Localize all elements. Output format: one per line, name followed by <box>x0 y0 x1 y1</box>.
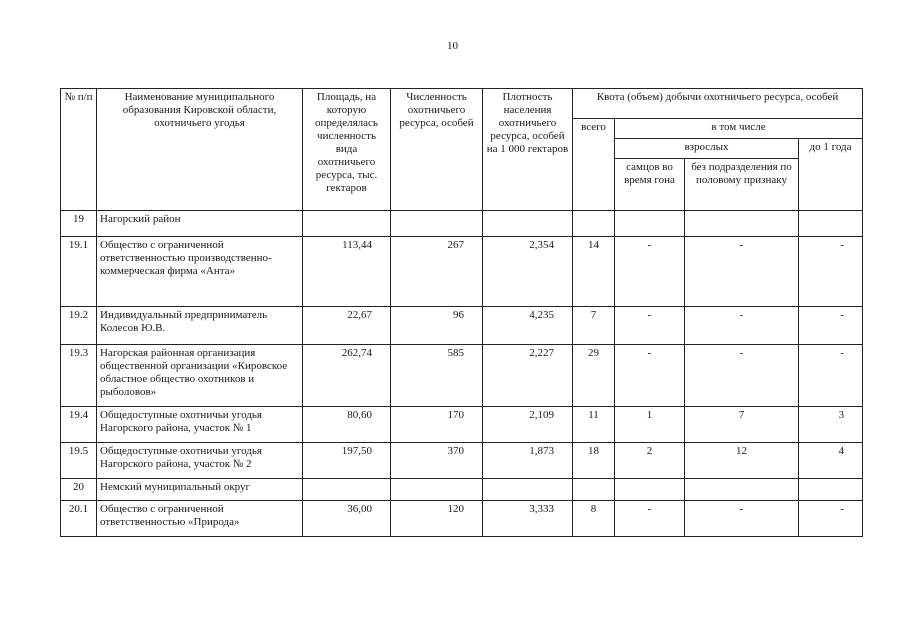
row-nosex: - <box>685 345 799 407</box>
row-total: 14 <box>573 237 615 307</box>
row-males: 2 <box>615 443 685 479</box>
row-nosex: - <box>685 237 799 307</box>
row-males: - <box>615 307 685 345</box>
row-population: 96 <box>391 307 483 345</box>
table-body <box>61 211 863 537</box>
row-num: 19.2 <box>61 307 97 345</box>
header-total: всего <box>573 119 615 211</box>
table-row <box>61 237 863 307</box>
row-total: 11 <box>573 407 615 443</box>
table-section-row <box>61 211 863 237</box>
row-area: 80,60 <box>303 407 391 443</box>
table-row <box>61 407 863 443</box>
row-density: 4,235 <box>483 307 573 345</box>
row-population <box>391 479 483 501</box>
row-density: 2,354 <box>483 237 573 307</box>
row-nosex <box>685 211 799 237</box>
table-row <box>61 443 863 479</box>
row-area <box>303 479 391 501</box>
row-name: Общедоступные охотничьи угодья Нагорского района, участок № 2 <box>97 443 303 479</box>
row-population: 120 <box>391 501 483 537</box>
row-population: 370 <box>391 443 483 479</box>
table-row <box>61 345 863 407</box>
row-nosex: 7 <box>685 407 799 443</box>
row-density <box>483 479 573 501</box>
row-area: 22,67 <box>303 307 391 345</box>
row-name: Немский муниципальный округ <box>97 479 303 501</box>
row-total <box>573 479 615 501</box>
row-name: Общество с ограниченной ответственностью производственно-коммерческая фирма «Анта» <box>97 237 303 307</box>
row-area: 262,74 <box>303 345 391 407</box>
row-name: Нагорская районная организация общественной организации «Кировское областное общество охотников и рыболовов» <box>97 345 303 407</box>
row-num: 19.1 <box>61 237 97 307</box>
row-males: - <box>615 237 685 307</box>
row-total: 18 <box>573 443 615 479</box>
row-area <box>303 211 391 237</box>
row-name: Индивидуальный предприниматель Колесов Ю.В. <box>97 307 303 345</box>
row-area: 197,50 <box>303 443 391 479</box>
header-nosex: без подразделения по половому признаку <box>685 159 799 211</box>
row-population: 267 <box>391 237 483 307</box>
row-nosex: - <box>685 501 799 537</box>
row-under1: 3 <box>799 407 863 443</box>
row-population: 585 <box>391 345 483 407</box>
header-quota: Квота (объем) добычи охотничьего ресурса, особей <box>573 89 863 119</box>
row-num: 19 <box>61 211 97 237</box>
row-under1 <box>799 211 863 237</box>
row-num: 20 <box>61 479 97 501</box>
header-males: самцов во время гона <box>615 159 685 211</box>
row-name: Общедоступные охотничьи угодья Нагорского района, участок № 1 <box>97 407 303 443</box>
row-nosex <box>685 479 799 501</box>
row-under1: - <box>799 307 863 345</box>
row-num: 19.5 <box>61 443 97 479</box>
row-males <box>615 211 685 237</box>
header-area: Площадь, на которую определялась численность вида охотничьего ресурса, тыс. гектаров <box>303 89 391 211</box>
table-row <box>61 501 863 537</box>
row-males: - <box>615 345 685 407</box>
row-total: 7 <box>573 307 615 345</box>
header-population: Численность охотничьего ресурса, особей <box>391 89 483 211</box>
row-males <box>615 479 685 501</box>
row-num: 19.3 <box>61 345 97 407</box>
header-adults: взрослых <box>615 139 799 159</box>
table-section-row <box>61 479 863 501</box>
row-density: 3,333 <box>483 501 573 537</box>
row-under1: - <box>799 237 863 307</box>
row-name: Общество с ограниченной ответственностью «Природа» <box>97 501 303 537</box>
row-nosex: 12 <box>685 443 799 479</box>
row-population: 170 <box>391 407 483 443</box>
row-under1: - <box>799 345 863 407</box>
header-density: Плотность населения охотничьего ресурса, особей на 1 000 гектаров <box>483 89 573 211</box>
row-density: 2,109 <box>483 407 573 443</box>
row-density: 2,227 <box>483 345 573 407</box>
row-area: 113,44 <box>303 237 391 307</box>
header-num: № п/п <box>61 89 97 211</box>
row-under1: - <box>799 501 863 537</box>
row-num: 19.4 <box>61 407 97 443</box>
row-area: 36,00 <box>303 501 391 537</box>
row-males: 1 <box>615 407 685 443</box>
row-total: 8 <box>573 501 615 537</box>
row-under1: 4 <box>799 443 863 479</box>
page-number: 10 <box>447 40 458 52</box>
row-nosex: - <box>685 307 799 345</box>
row-total <box>573 211 615 237</box>
row-total: 29 <box>573 345 615 407</box>
header-name: Наименование муниципального образования Кировской области, охотничьего угодья <box>97 89 303 211</box>
row-density: 1,873 <box>483 443 573 479</box>
table-row <box>61 307 863 345</box>
row-name: Нагорский район <box>97 211 303 237</box>
header-under1: до 1 года <box>799 139 863 211</box>
header-including: в том числе <box>615 119 863 139</box>
row-under1 <box>799 479 863 501</box>
row-num: 20.1 <box>61 501 97 537</box>
row-density <box>483 211 573 237</box>
row-population <box>391 211 483 237</box>
row-males: - <box>615 501 685 537</box>
quota-table <box>60 88 863 537</box>
